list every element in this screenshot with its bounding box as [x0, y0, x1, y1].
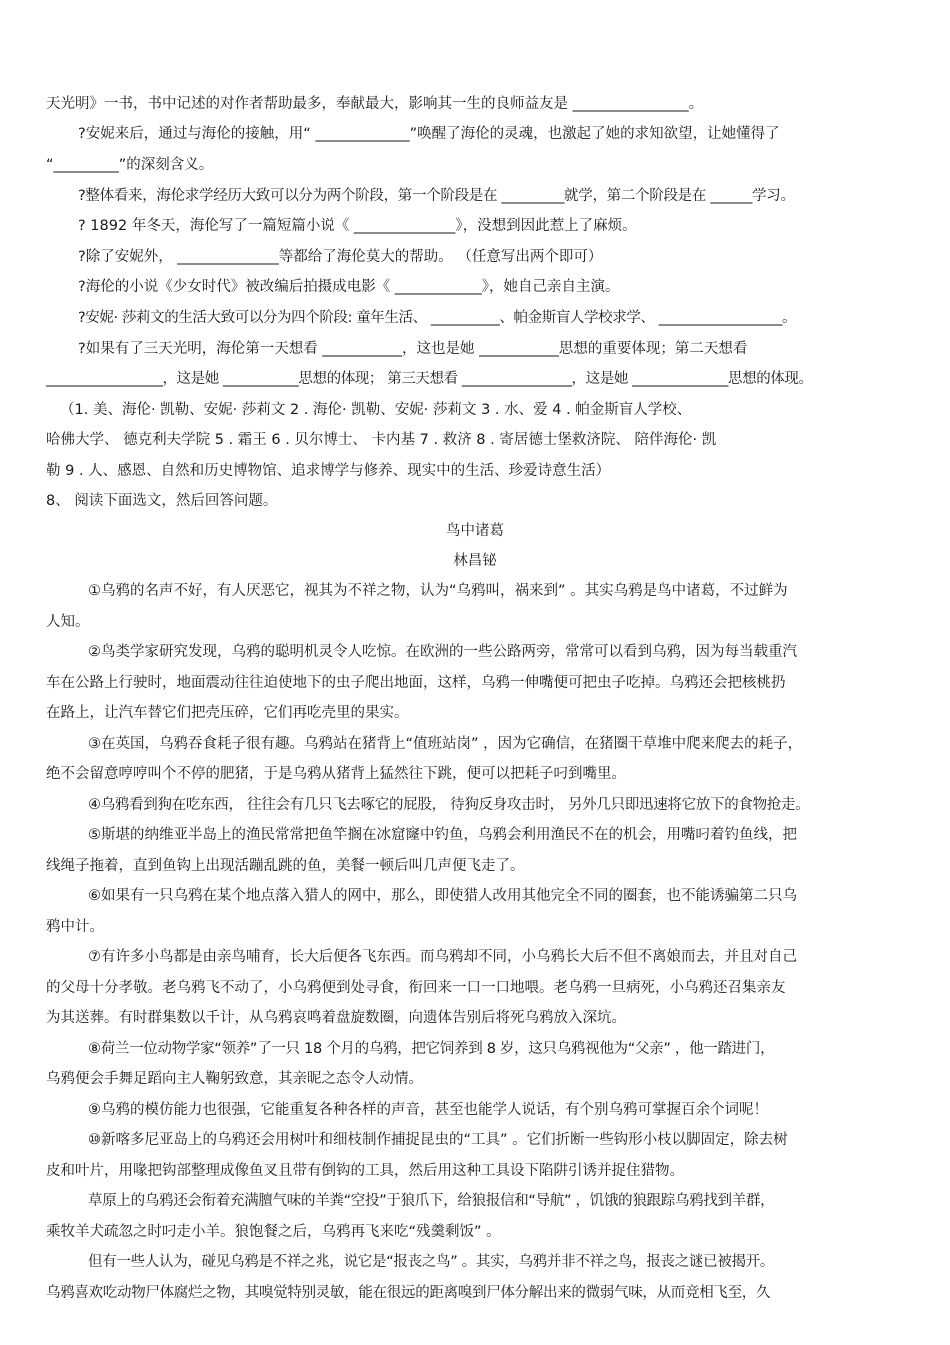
- paragraph-line: ⑦有许多小鸟都是由亲鸟哺育，长大后便各飞东西。而乌鸦却不同，小乌鸦长大后不但不离娘而去，并且对自己: [88, 949, 797, 965]
- text-line: ?除了安妮外， ______________等都给了海伦莫大的帮助。 （任意写出两个即可）: [78, 249, 603, 265]
- paragraph-line: ④乌鸦看到狗在吃东西， 往往会有几只飞去啄它的屁股， 待狗反身攻击时， 另外几只即迅速将它放下的食物抢走。: [88, 797, 810, 813]
- paragraph-line: 的父母十分孝敬。老乌鸦飞不动了，小乌鸦便到处寻食，衔回来一口一口地喂。老乌鸦一旦病死，小乌鸦还召集亲友: [46, 980, 786, 996]
- answer-line: 勒 9 . 人、感恩、自然和历史博物馆、追求博学与修养、现实中的生活、珍爱诗意生活）: [46, 463, 611, 479]
- paragraph-line: 线绳子拖着，直到鱼钩上出现活蹦乱跳的鱼，美餐一顿后叫几声便飞走了。: [46, 858, 525, 874]
- paragraph-line: 草原上的乌鸦还会衔着充满膻气味的羊粪“空投”于狼爪下，给狼报信和“导航” ，饥饿的狼跟踪乌鸦找到羊群，: [88, 1193, 775, 1209]
- paragraph-line: 车在公路上行驶时，地面震动往往迫使地下的虫子爬出地面，这样，乌鸦一伸嘴便可把虫子吃掉。乌鸦还会把核桃扔: [46, 675, 786, 691]
- text-line: _________________，这是她 ___________思想的体现； 第三天想看 ________________，这是她 ______________思想的体现。: [46, 371, 813, 387]
- paragraph-line: 绝不会留意哼哼叫个不停的肥猪，于是乌鸦从猪背上猛然往下跳，便可以把耗子叼到嘴里。: [46, 766, 626, 782]
- paragraph-line: 为其送葬。有时群集数以千计，从乌鸦哀鸣着盘旋数圈，向遗体告别后将死乌鸦放入深坑。: [46, 1010, 626, 1026]
- paragraph-line: ③在英国，乌鸦吞食耗子很有趣。乌鸦站在猪背上“值班站岗” ，因为它确信，在猪圈干草堆中爬来爬去的耗子，: [88, 736, 803, 752]
- paragraph-line: 鸦中计。: [46, 919, 104, 935]
- question-heading: 8、 阅读下面选文，然后回答问题。: [46, 493, 278, 509]
- article-author: 林昌铋: [453, 553, 497, 569]
- text-line: 天光明》一书，书中记述的对作者帮助最多，奉献最大，影响其一生的良师益友是 ________________。: [46, 96, 704, 112]
- paragraph-line: ⑩新喀多尼亚岛上的乌鸦还会用树叶和细枝制作捕捉昆虫的“工具” 。它们折断一些钩形小枝以脚固定，除去树: [88, 1132, 788, 1148]
- paragraph-line: 人知。: [46, 614, 90, 630]
- text-line: “_________”的深刻含义。: [46, 157, 214, 173]
- article-title: 鸟中诸葛: [446, 523, 504, 539]
- paragraph-line: 乘牧羊犬疏忽之时叼走小羊。狼饱餐之后，乌鸦再飞来吃“残羹剩饭” 。: [46, 1224, 501, 1240]
- text-line: ?整体看来，海伦求学经历大致可以分为两个阶段，第一个阶段是在 _________就学，第二个阶段是在 ______学习。: [78, 188, 795, 204]
- paragraph-line: 在路上，让汽车替它们把壳压碎，它们再吃壳里的果实。: [46, 705, 409, 721]
- paragraph-line: ②鸟类学家研究发现，乌鸦的聪明机灵令人吃惊。在欧洲的一些公路两旁，常常可以看到乌鸦，因为每当载重汽: [88, 644, 797, 660]
- paragraph-line: ⑥如果有一只乌鸦在某个地点落入猎人的网中，那么，即使猎人改用其他完全不同的圈套，也不能诱骗第二只乌: [88, 888, 797, 904]
- paragraph-line: ⑨乌鸦的模仿能力也很强，它能重复各种各样的声音，甚至也能学人说话，有个别乌鸦可掌握百余个词呢！: [88, 1102, 768, 1118]
- paragraph-line: 皮和叶片，用喙把钩部整理成像鱼叉且带有倒钩的工具，然后用这种工具设下陷阱引诱并捉住猎物。: [46, 1163, 684, 1179]
- paragraph-line: ⑧荷兰一位动物学家“领养”了一只 18 个月的乌鸦，把它饲养到 8 岁，这只乌鸦视他为“父亲” ，他一踏进门，: [88, 1041, 775, 1057]
- answer-line: （1. 美、海伦· 凯勒、安妮· 莎莉文 2 . 海伦· 凯勒、安妮· 莎莉文 3 . 水、爱 4 . 帕金斯盲人学校、: [60, 402, 692, 418]
- paragraph-line: ⑤斯堪的纳维亚半岛上的渔民常常把鱼竿搁在冰窟窿中钓鱼，乌鸦会利用渔民不在的机会，用嘴叼着钓鱼线，把: [88, 827, 797, 843]
- text-line: ? 1892 年冬天，海伦写了一篇短篇小说《 ______________》，没想到因此惹上了麻烦。: [78, 218, 637, 234]
- text-line: ?安妮来后，通过与海伦的接触，用“ _____________”唤醒了海伦的灵魂，也激起了她的求知欲望，让她懂得了: [78, 126, 780, 142]
- paragraph-line: 但有一些人认为，碰见乌鸦是不祥之兆，说它是“报丧之鸟” 。其实，乌鸦并非不祥之鸟，报丧之谜已被揭开。: [88, 1254, 775, 1270]
- text-line: ?海伦的小说《少女时代》被改编后拍摄成电影《 ____________》，她自己亲自主演。: [78, 279, 620, 295]
- paragraph-line: ①乌鸦的名声不好，有人厌恶它，视其为不祥之物，认为“乌鸦叫，祸来到” 。其实乌鸦是鸟中诸葛，不过鲜为: [88, 583, 788, 599]
- paragraph-line: 乌鸦便会手舞足蹈向主人鞠躬致意，其亲昵之态令人动情。: [46, 1071, 423, 1087]
- text-line: ?如果有了三天光明，海伦第一天想看 ___________，这也是她 ___________思想的重要体现；第二天想看: [78, 341, 748, 357]
- paragraph-line: 乌鸦喜欢吃动物尸体腐烂之物，其嗅觉特别灵敏，能在很远的距离嗅到尸体分解出来的微弱气味，从而竞相飞至，久: [46, 1285, 771, 1301]
- answer-line: 哈佛大学、 德克利夫学院 5 . 霜王 6 . 贝尔博士、 卡内基 7 . 救济 8 . 寄居德士堡救济院、 陪伴海伦· 凯: [46, 432, 717, 448]
- text-line: ?安妮· 莎莉文的生活大致可以分为四个阶段: 童年生活、 __________、帕金斯盲人学校求学、 __________________。: [78, 310, 797, 326]
